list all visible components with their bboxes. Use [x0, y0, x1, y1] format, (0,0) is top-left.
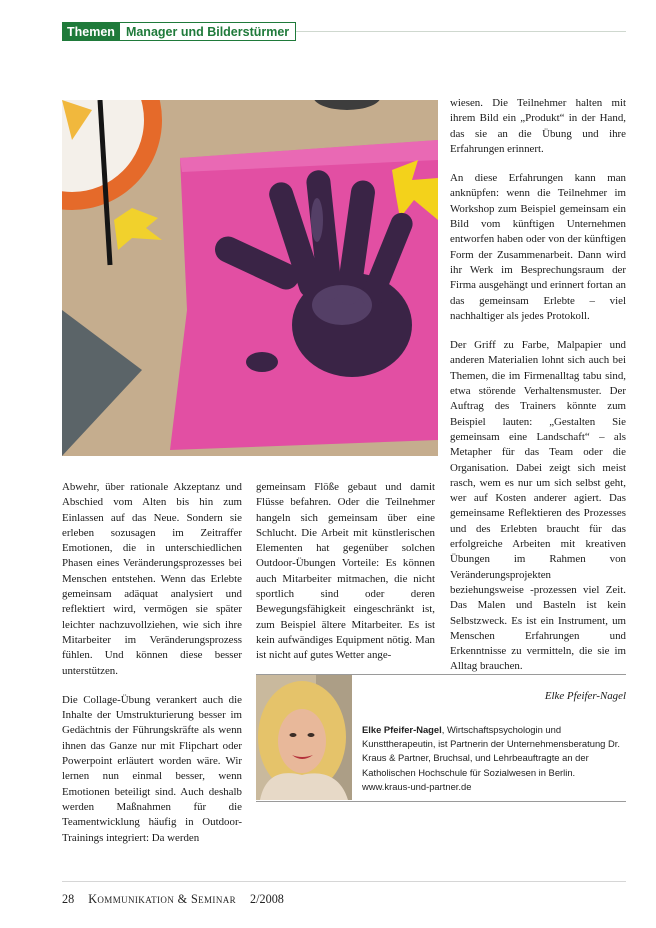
author-bio-box: [256, 674, 626, 802]
text-column-3: [450, 96, 626, 704]
paragraph: Abwehr, über rationale Akzeptanz und Abschied vom Alten bis hin zum Einlassen auf das Neue. Sondern sie erleben sozusagen im Zeitraffer Emotionen, die in unterschiedlichen Phasen eines Veränderungsprozesses bei Menschen entstehen. Wenn das Erlebte gemeinsam adäquat analysiert und reflektiert wird, vermögen sie später leichter nachzuvollziehen, wie sich ihre Mitarbeiter im Veränderungsprozess fühlen. Und können diese besser unterstützen.: [62, 481, 242, 677]
paragraph: Der Griff zu Farbe, Malpapier und anderen Materialien lohnt sich auch bei Themen, die im Firmenalltag tabu sind, etwa störende Verhaltensmuster. Der Auftrag des Trainers könnte zum Beispiel lauten: „Gestalten Sie gemeinsam eine Landschaft“ – als Metapher für das Team oder die Organisation. Dabei zeigt sich meist rasch, wem es nur um sich selbst geht, wer auf Kosten anderer agiert. Das gemeinsame Reflektieren des Prozesses und des Erlebten braucht für das erfolgreiche Arbeiten mit kreativen Übungen im Rahmen von Veränderungsprojekten beziehungsweise -prozessen viel Zeit. Das Malen und Basteln ist kein Selbstzweck. Es ist ein Instrument, um Menschen Erfahrungen und Erkenntnisse zu vermitteln, die sie im Alltag brauchen.: [450, 339, 626, 673]
author-name: Elke Pfeifer-Nagel: [362, 724, 442, 735]
footer-rule: [62, 881, 626, 882]
section-header: [62, 22, 296, 41]
issue-number: 2/2008: [250, 892, 284, 906]
author-bio-text: [362, 723, 624, 794]
author-signature: Elke Pfeifer-Nagel: [544, 689, 626, 702]
section-title: Manager und Bilderstürmer: [120, 22, 296, 41]
text-column-1: [62, 480, 242, 846]
handprint-photo: [62, 100, 438, 456]
section-tag: Themen: [62, 22, 120, 41]
author-description: , Wirtschaftspsychologin und Kunsttherapeutin, ist Partnerin der Unternehmensberatung Dr. Kraus & Partner, Bruchsal, und Lehrbeauftragte an der Katholischen Hochschule für Sozialwesen in Berlin.: [362, 724, 620, 778]
author-website: www.kraus-und-partner.de: [362, 780, 472, 792]
magazine-name: Kommunikation & Seminar: [88, 892, 237, 906]
paragraph: wiesen. Die Teilnehmer halten mit ihrem Bild ein „Produkt“ in der Hand, das sie an die Übung und ihre Erfahrungen erinnert.: [450, 97, 626, 155]
header-rule: [296, 31, 626, 32]
handprint-illustration: [62, 100, 438, 456]
portrait-image: [256, 675, 352, 800]
text-column-2: [256, 480, 435, 664]
page-number: 28: [62, 892, 75, 906]
page-footer: [62, 892, 284, 907]
paragraph: gemeinsam Flöße gebaut und damit Flüsse befahren. Oder die Teilnehmer hangeln sich gemeinsam über eine Schlucht. Die Arbeit mit künstlerischen Elementen hat gegenüber solchen Outdoor-Übungen Vorteile: Es können auch Mitarbeiter mitmachen, die nicht sportlich sind oder deren Bewegungsfähigkeit eingeschränkt ist, zum Beispiel ältere Mitarbeiter. Es ist kein aufwändiges Equipment nötig. Man ist nicht auf gutes Wetter ange-: [256, 481, 435, 662]
paragraph: An diese Erfahrungen kann man anknüpfen: wenn die Teilnehmer im Workshop zum Beispiel gemeinsam ein Bild vom künftigen Unternehmen entworfen haben oder von der künftigen Form der Zusammenarbeit. Dann wird ihr Werk im Besprechungsraum der Firma ausgehängt und erinnert fortan an das gemeinsam Erlebte – viel nachhaltiger als jedes Protokoll.: [450, 172, 626, 322]
paragraph: Die Collage-Übung verankert auch die Inhalte der Umstrukturierung besser im Gedächtnis der Führungskräfte als wenn ihnen das Ganze nur mit Flipchart oder Powerpoint erläutert worden wäre. Wir lernen nun einmal besser, wenn Emotionen beteiligt sind. Auch deshalb werden Maßnahmen für die Teamentwicklung häufig in Outdoor-Trainings integriert: Da werden: [62, 693, 242, 844]
author-portrait: [256, 675, 352, 800]
